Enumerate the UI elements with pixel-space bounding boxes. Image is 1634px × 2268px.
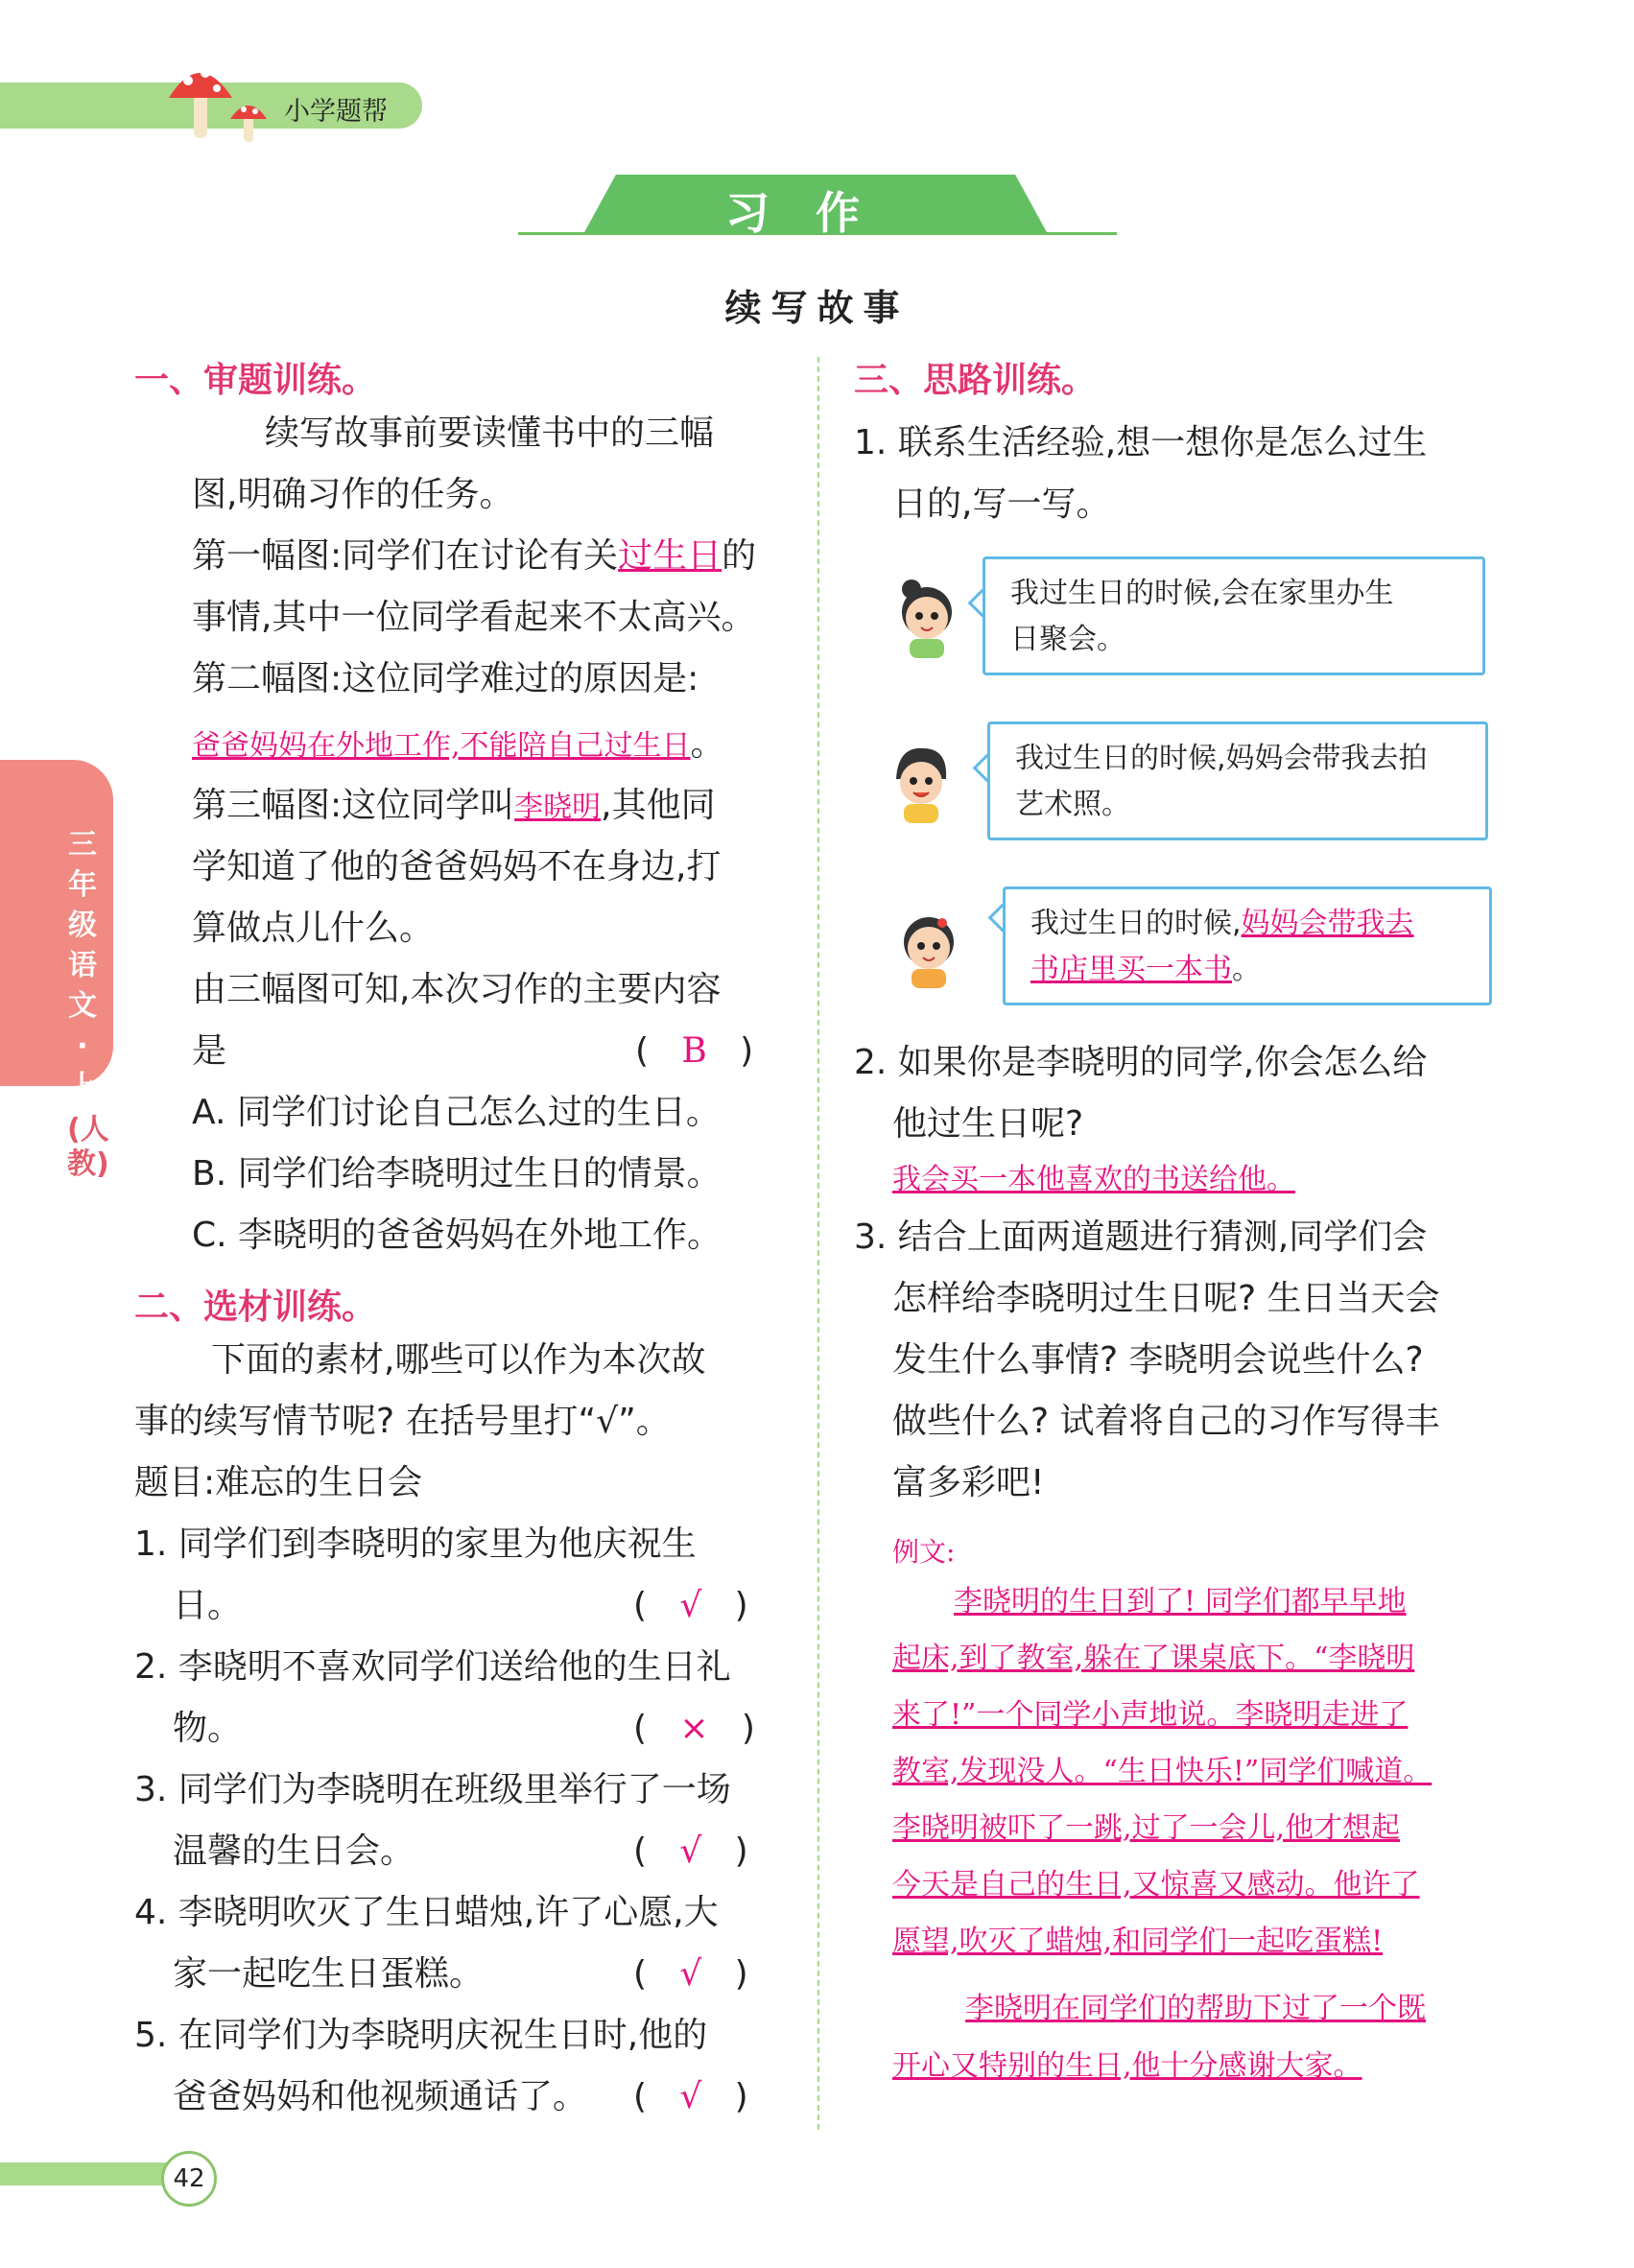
choice-item-cont: 家一起吃生日蛋糕。 [173,1954,485,1994]
choice-item-cont: 温馨的生日会。 [173,1831,415,1871]
choice-item: 1. 同学们到李晓明的家里为他庆祝生 [134,1524,697,1564]
question-cont: 他过生日呢? [892,1104,1084,1144]
answer-bracket: ( √ ) [633,1954,748,1994]
brand-name: 小学题帮 [284,97,388,127]
answer-bracket: ( × ) [633,1709,755,1748]
text-line: 爸爸妈妈在外地工作,不能陪自己过生日。 [192,724,725,764]
answer-fill: 爸爸妈妈在外地工作,不能陪自己过生日 [192,729,691,763]
answer-bracket: ( B ) [635,1031,754,1071]
answer-bracket: ( √ ) [633,1831,748,1871]
speech-bubble: 我过生日的时候,会在家里办生 日聚会。 [983,556,1485,675]
option-c: C. 李晓明的爸爸妈妈在外地工作。 [192,1216,722,1255]
page-subtitle: 续写故事 [724,286,910,329]
question: 2. 如果你是李晓明的同学,你会怎么给 [854,1043,1428,1082]
option-a: A. 同学们讨论自己怎么过的生日。 [192,1093,721,1132]
footer-band [0,2162,173,2185]
section-heading: 一、审题训练。 [134,361,377,400]
girl-avatar-icon [892,576,959,658]
text-line: 第二幅图:这位同学难过的原因是: [192,659,699,698]
mushroom-icon [163,54,278,146]
answer-fill: 过生日 [618,536,722,576]
boy-avatar-icon [887,741,954,823]
choice-item: 3. 同学们为李晓明在班级里举行了一场 [134,1770,731,1809]
text-line: 第三幅图:这位同学叫李晓明,其他同 [192,786,716,825]
question: 3. 结合上面两道题进行猜测,同学们会 [854,1217,1428,1257]
edition-label: (人教) [67,1113,109,1181]
question-cont: 做些什么? 试着将自己的习作写得丰 [892,1402,1440,1441]
choice-item: 4. 李晓明吹灭了生日蜡烛,许了心愿,大 [134,1893,719,1932]
answer-fill: 书店里买一本书 [1030,953,1232,986]
example-line: 教室,发现没人。“生日快乐!”同学们喊道。 [892,1755,1433,1788]
grade-label: 三年级语文·上 [68,828,97,1103]
example-line: 来了!”一个同学小声地说。李晓明走进了 [892,1698,1409,1732]
section-heading: 三、思路训练。 [854,361,1097,400]
answer-bracket: ( √ ) [633,1586,748,1625]
speech-bubble: 我过生日的时候,妈妈会带我去 书店里买一本书。 [1003,886,1492,1005]
page-title: 习作 [725,187,906,239]
column-divider [817,357,819,2130]
text-line: 下面的素材,哪些可以作为本次故 [211,1340,706,1380]
example-label: 例文: [892,1536,956,1568]
speech-bubble: 我过生日的时候,妈妈会带我去拍 艺术照。 [987,721,1488,840]
example-line: 李晓明的生日到了! 同学们都早早地 [954,1585,1407,1618]
page-number: 42 [161,2151,217,2207]
question-cont: 发生什么事情? 李晓明会说些什么? [892,1340,1424,1380]
example-line: 李晓明在同学们的帮助下过了一个既 [965,1992,1426,2025]
topic-line: 题目:难忘的生日会 [134,1463,423,1502]
question: 1. 联系生活经验,想一想你是怎么过生 [854,423,1428,462]
text-line: 是 [192,1031,227,1071]
question-cont: 日的,写一写。 [892,484,1111,524]
option-b: B. 同学们给李晓明过生日的情景。 [192,1154,722,1193]
girl-avatar-icon [894,906,961,988]
choice-item-cont: 爸爸妈妈和他视频通话了。 [173,2077,588,2116]
choice-item: 2. 李晓明不喜欢同学们送给他的生日礼 [134,1647,731,1687]
text-line: 图,明确习作的任务。 [192,475,514,514]
text-line: 事的续写情节呢? 在括号里打“√”。 [134,1402,671,1441]
text-line: 续写故事前要读懂书中的三幅 [265,413,715,453]
text-line: 学知道了他的爸爸妈妈不在身边,打 [192,847,722,886]
answer-fill: 妈妈会带我去 [1241,907,1414,940]
text-line: 由三幅图可知,本次习作的主要内容 [192,970,722,1009]
question-cont: 怎样给李晓明过生日呢? 生日当天会 [892,1279,1440,1318]
question-cont: 富多彩吧! [892,1463,1045,1502]
answer-text: 我会买一本他喜欢的书送给他。 [892,1163,1295,1196]
example-line: 起床,到了教室,躲在了课桌底下。“李晓明 [892,1642,1415,1675]
choice-item: 5. 在同学们为李晓明庆祝生日时,他的 [134,2016,708,2055]
text-line: 事情,其中一位同学看起来不太高兴。 [192,598,756,637]
answer-bracket: ( √ ) [633,2077,748,2116]
example-line: 今天是自己的生日,又惊喜又感动。他许了 [892,1868,1420,1902]
choice-item-cont: 物。 [173,1709,243,1748]
example-line: 愿望,吹灭了蜡烛,和同学们一起吃蛋糕! [892,1925,1384,1958]
choice-item-cont: 日。 [173,1586,243,1625]
example-line: 李晓明被吓了一跳,过了一会儿,他才想起 [892,1811,1401,1845]
answer-fill: 李晓明 [514,791,602,824]
section-heading: 二、选材训练。 [134,1288,377,1327]
example-line: 开心又特别的生日,他十分感谢大家。 [892,2049,1362,2083]
text-line: 第一幅图:同学们在讨论有关过生日的 [192,536,757,576]
text-line: 算做点儿什么。 [192,909,435,948]
